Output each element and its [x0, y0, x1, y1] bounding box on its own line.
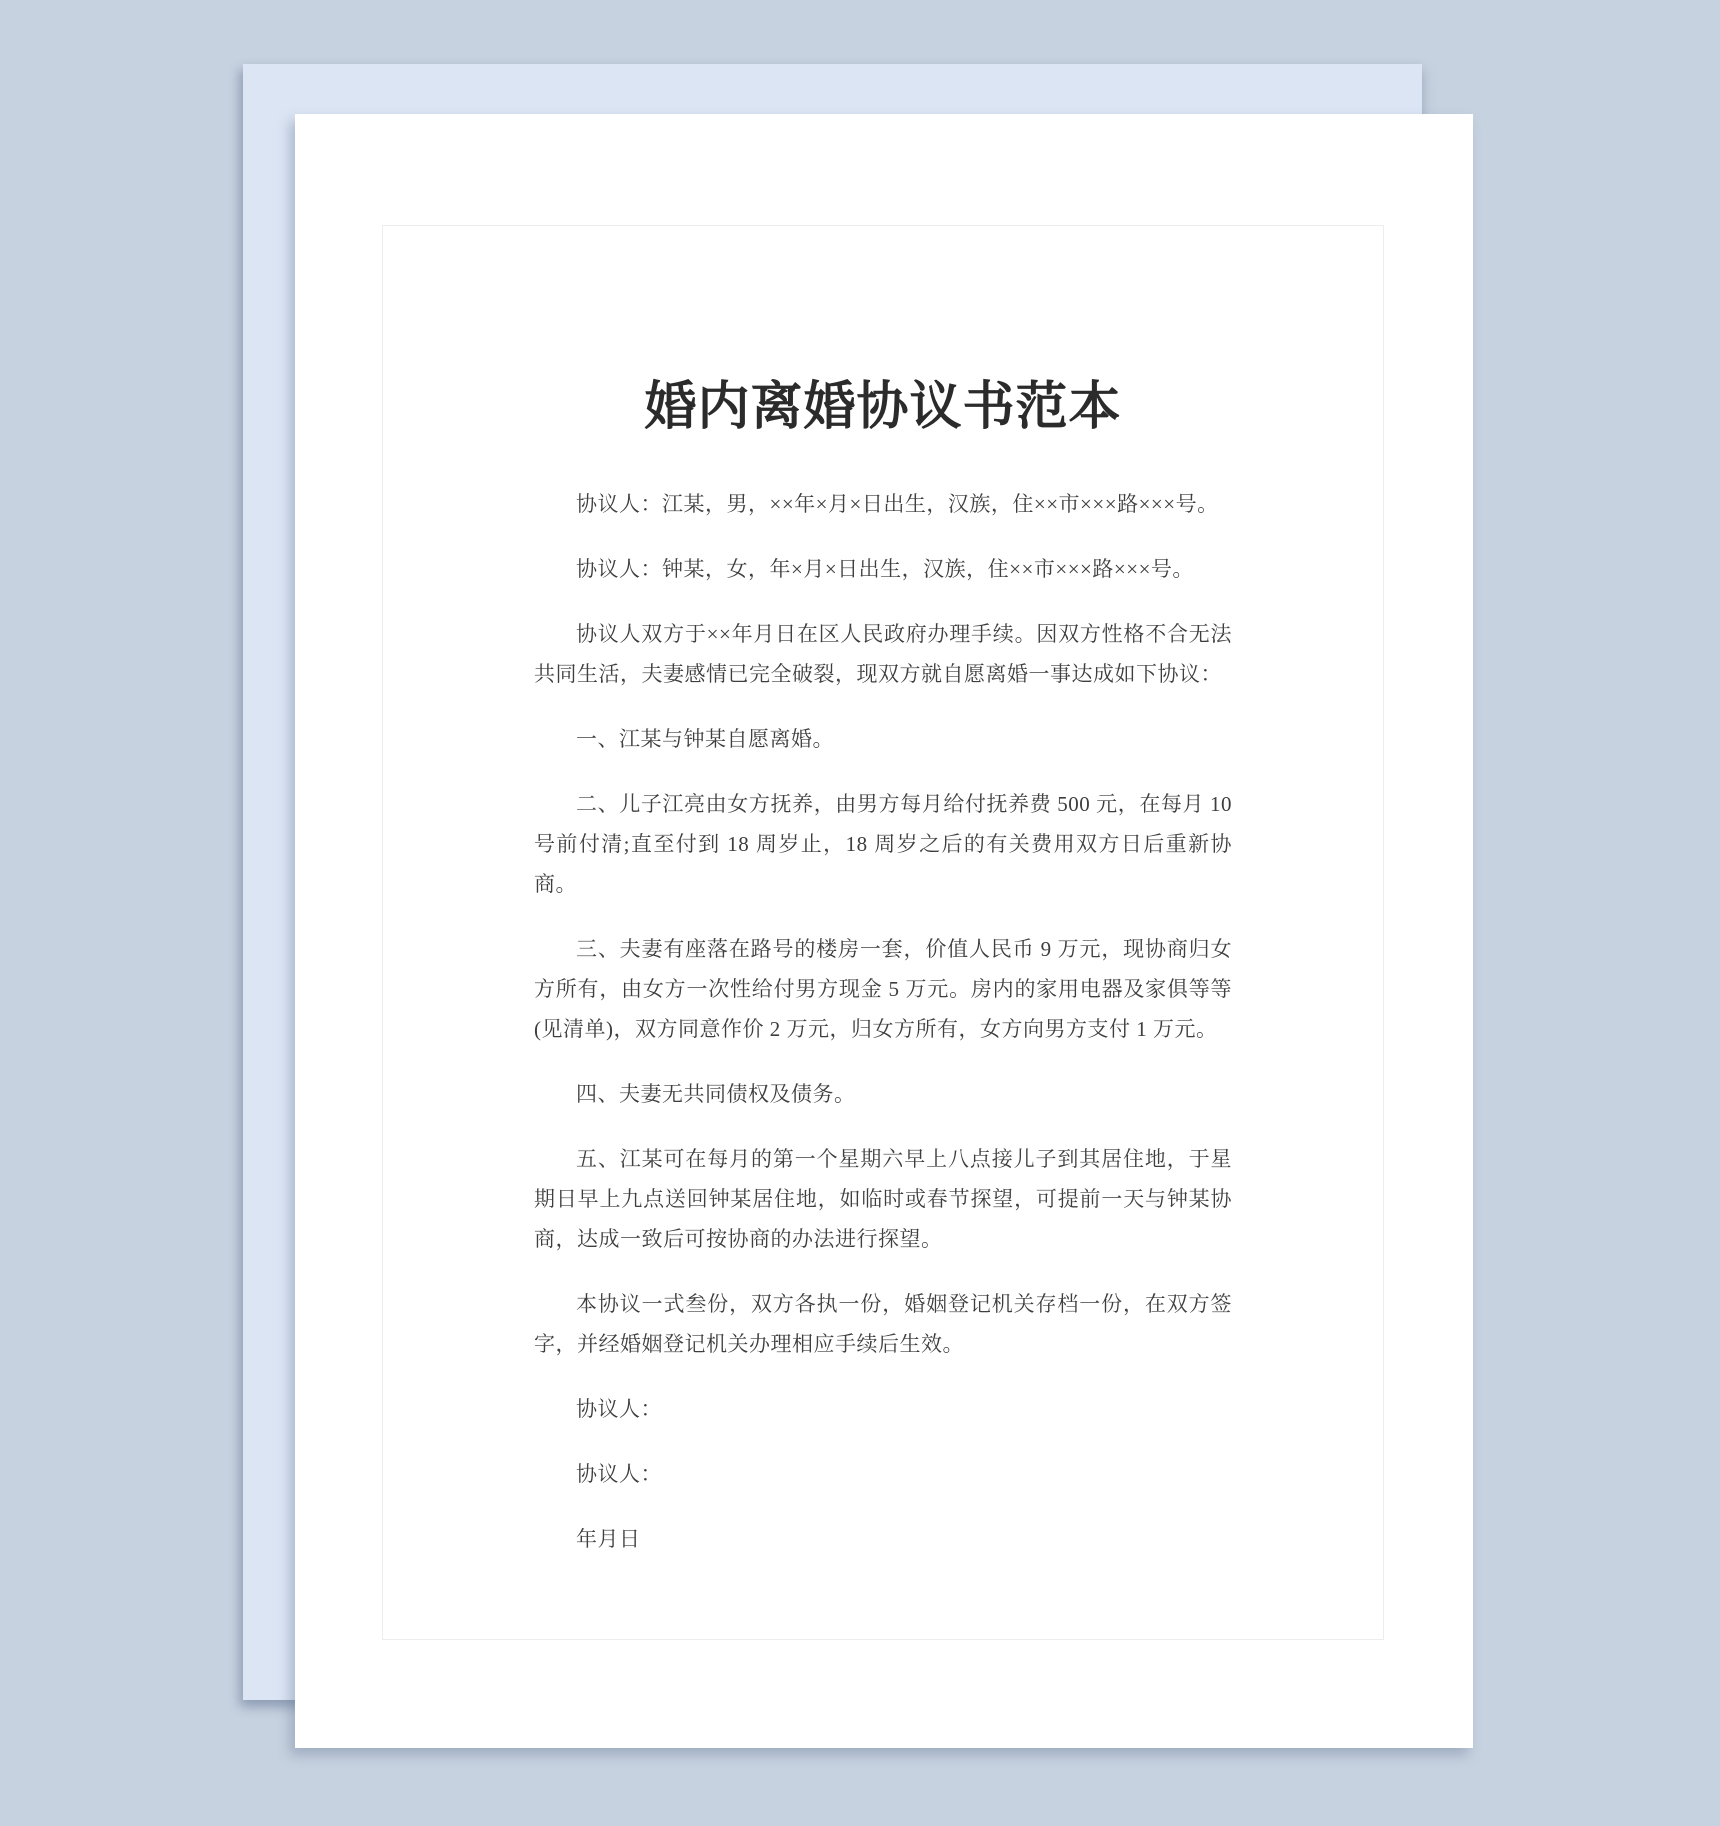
paragraph-clause-3: 三、夫妻有座落在路号的楼房一套，价值人民币 9 万元，现协商归女方所有，由女方一次性给付男方现金 5 万元。房内的家用电器及家俱等等(见清单)，双方同意作价 2 万元，归女方所有，女方向男方支付 1 万元。 [534, 937, 1232, 1041]
paragraph-party-b: 协议人：钟某，女，年×月×日出生，汉族，住××市×××路×××号。 [576, 557, 1194, 581]
paragraph-preamble: 协议人双方于××年月日在区人民政府办理手续。因双方性格不合无法共同生活，夫妻感情已完全破裂，现双方就自愿离婚一事达成如下协议： [534, 622, 1232, 686]
paragraph-party-a: 协议人：江某，男，××年×月×日出生，汉族，住××市×××路×××号。 [576, 492, 1219, 516]
signature-line-party-b: 协议人： [576, 1462, 662, 1486]
document-page [295, 114, 1473, 1748]
document-content [534, 372, 1232, 1584]
paragraph-closing: 本协议一式叁份，双方各执一份，婚姻登记机关存档一份，在双方签字，并经婚姻登记机关办理相应手续后生效。 [534, 1292, 1232, 1356]
paragraph-clause-5: 五、江某可在每月的第一个星期六早上八点接儿子到其居住地，于星期日早上九点送回钟某居住地，如临时或春节探望，可提前一天与钟某协商，达成一致后可按协商的办法进行探望。 [534, 1147, 1232, 1251]
signature-line-party-a: 协议人： [576, 1397, 662, 1421]
paragraph-clause-1: 一、江某与钟某自愿离婚。 [576, 727, 834, 751]
document-title: 婚内离婚协议书范本 [644, 379, 1122, 436]
paragraph-clause-2: 二、儿子江亮由女方抚养，由男方每月给付抚养费 500 元，在每月 10 号前付清;直至付到 18 周岁止，18 周岁之后的有关费用双方日后重新协商。 [534, 792, 1232, 896]
signature-line-date: 年月日 [576, 1527, 641, 1551]
paragraph-clause-4: 四、夫妻无共同债权及债务。 [576, 1082, 856, 1106]
